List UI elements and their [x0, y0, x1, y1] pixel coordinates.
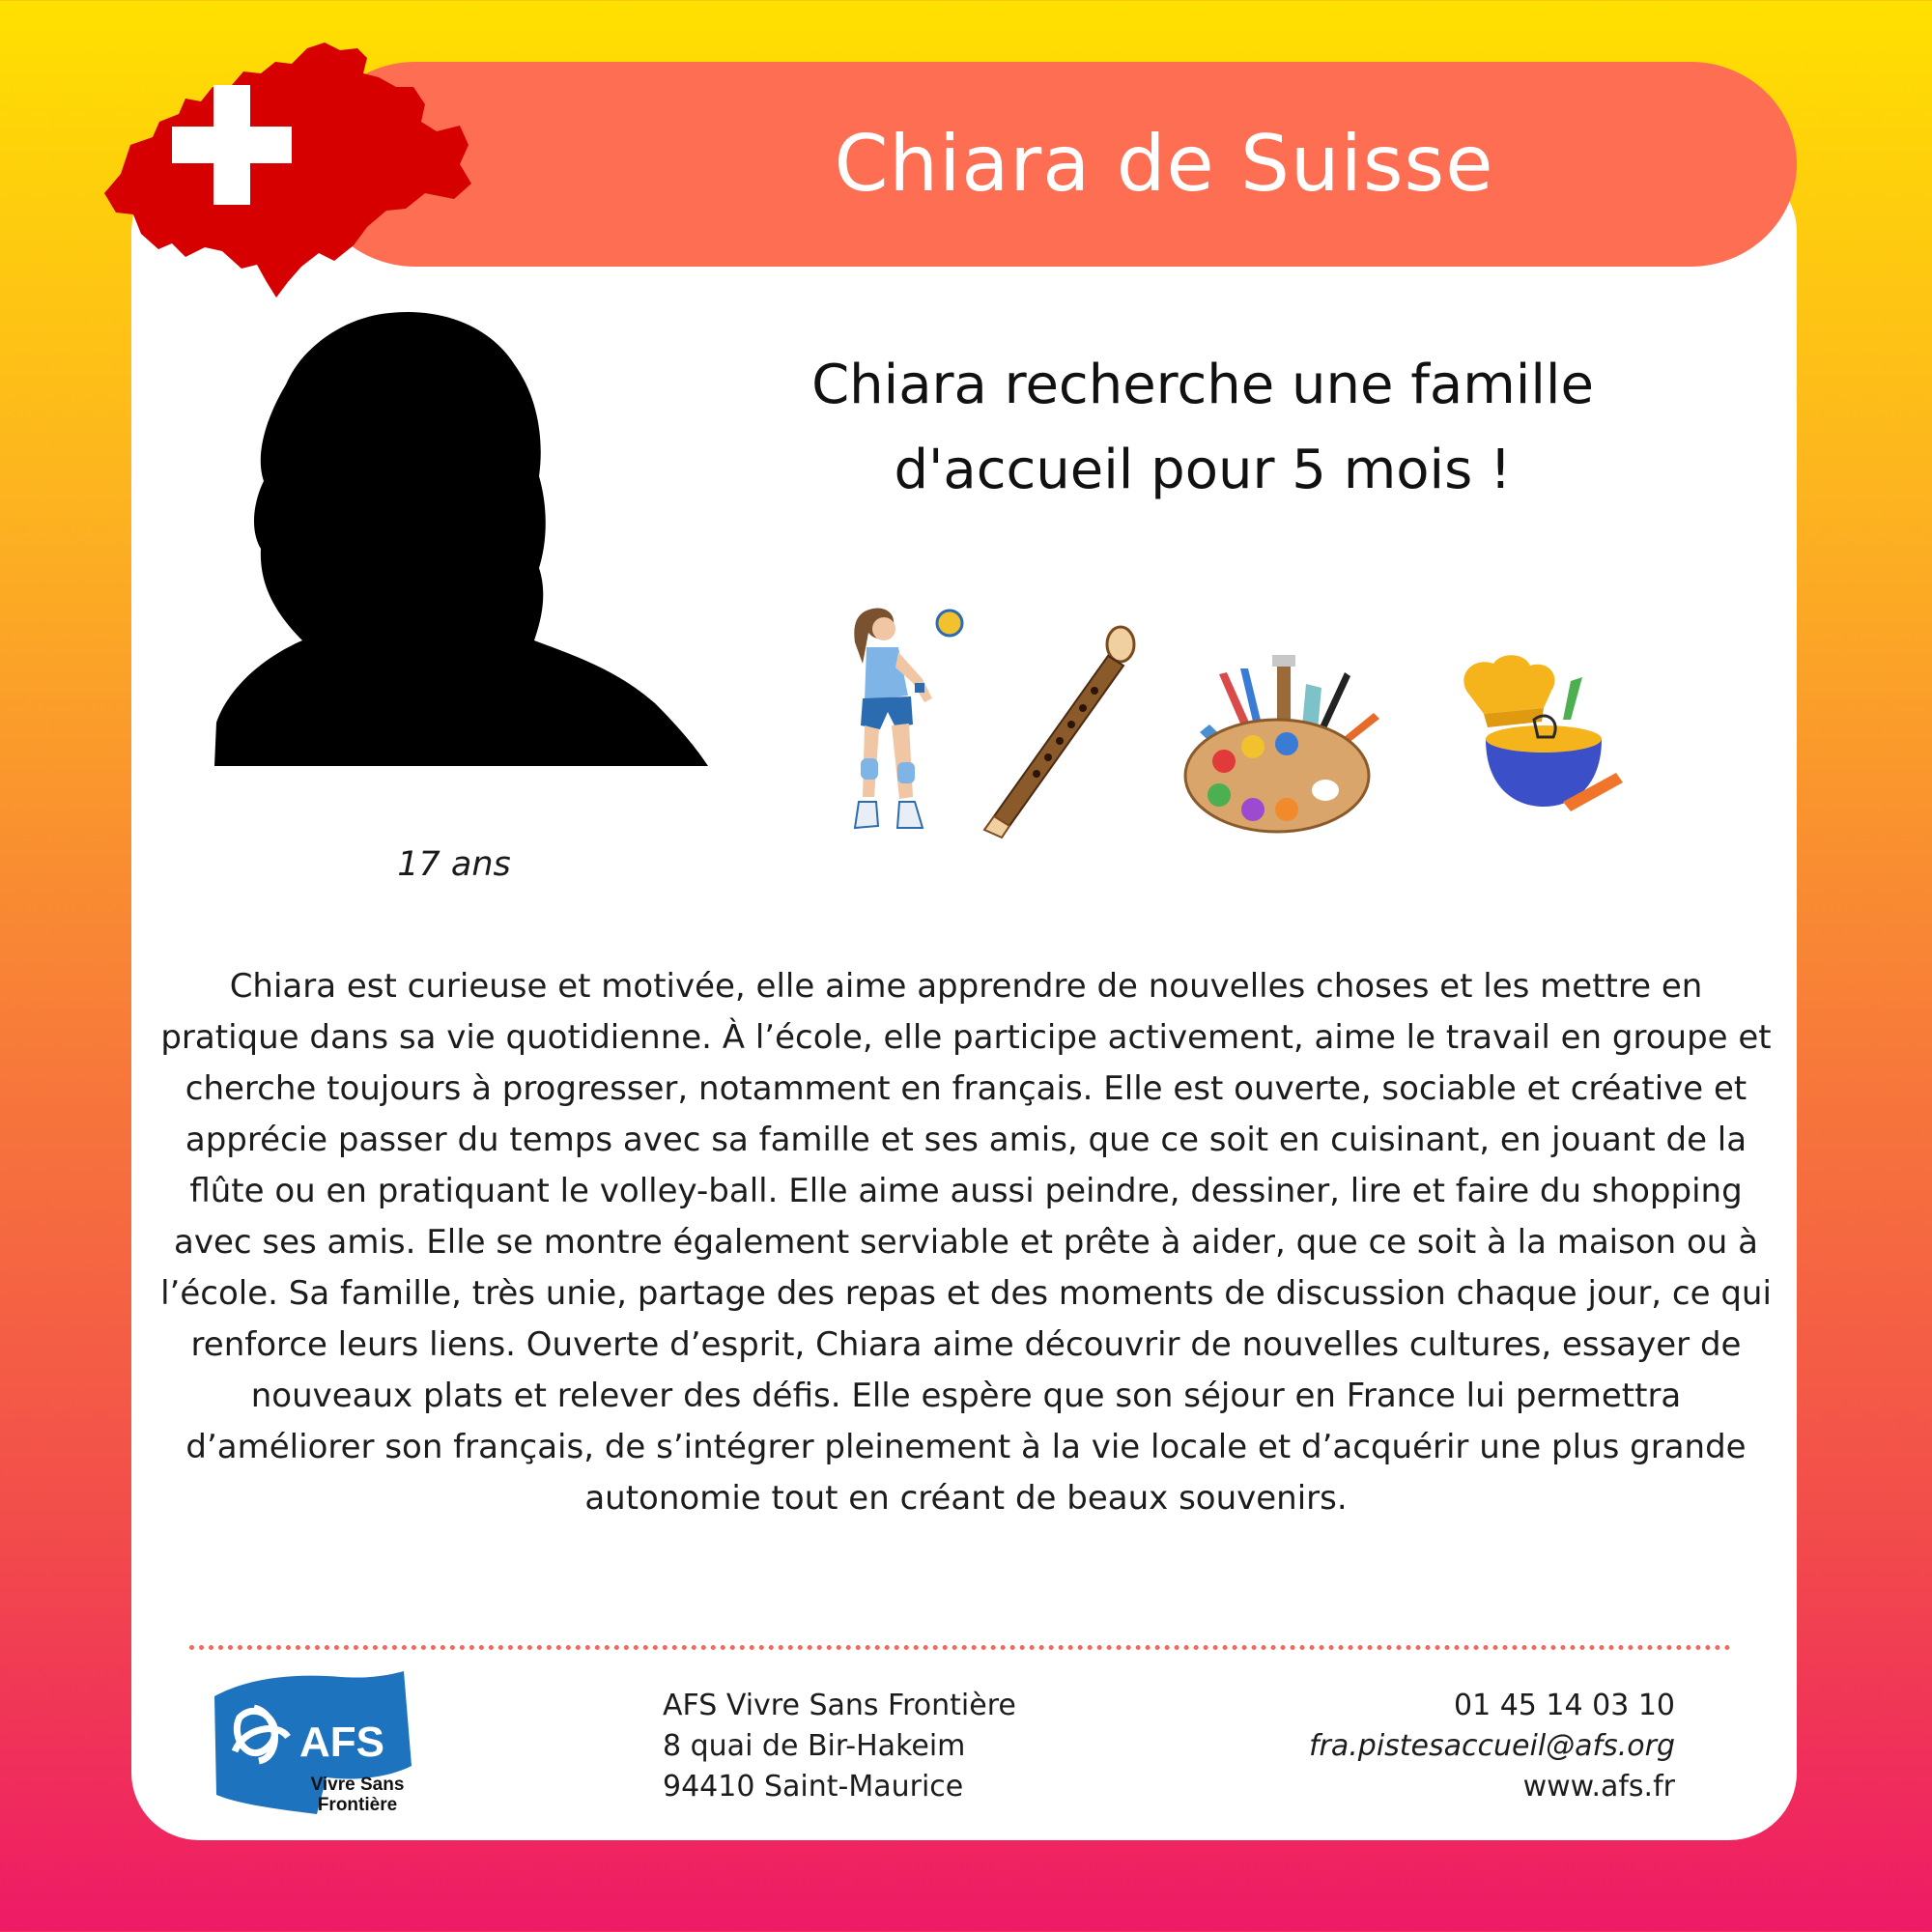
address-line-1: AFS Vivre Sans Frontière [663, 1689, 1016, 1722]
volleyball-icon [826, 604, 971, 840]
website-link[interactable]: www.afs.fr [1522, 1770, 1675, 1804]
headline: Chiara recherche une famille d'accueil pour 5 mois ! [811, 354, 1594, 501]
phone-number[interactable]: 01 45 14 03 10 [1453, 1689, 1675, 1722]
flute-icon [980, 623, 1145, 840]
page-title: Chiara de Suisse [834, 119, 1494, 209]
footer-address [663, 1686, 1016, 1807]
bio-text: Chiara est curieuse et motivée, elle aime apprendre de nouvelles choses et les mettre en pratique dans sa vie quotidienne. À l’école, elle participe activement, aime le travail en groupe et cherche toujours à progresser, notamment en français. Elle est ouverte, sociable et créative et apprécie passer du temps avec sa famille et ses amis, que ce soit en cuisinant, en jouant de la flûte ou en pratiquant le volley-ball. Elle aime aussi peindre, dessiner, lire et faire du shopping avec ses amis. Elle se montre également serviable et prête à aider, que ce soit à la maison ou à l’école. Sa famille, très unie, partage des repas et des moments de discussion chaque jour, ce qui renforce leurs liens. Ouverte d’esprit, Chiara aime découvrir de nouvelles cultures, essayer de nouveaux plats et relever des défis. Elle espère que son séjour en France lui permettra d’améliorer son français, de s’intégrer pleinement à la vie locale et d’acquérir une plus grande autonomie tout en créant de beaux souvenirs. [160, 967, 1772, 1518]
footer-divider [189, 1645, 1731, 1650]
footer-contact [1309, 1686, 1675, 1807]
painting-palette-icon [1180, 655, 1398, 838]
profile-silhouette [211, 307, 713, 771]
cooking-icon [1457, 652, 1626, 826]
swiss-flag-map-icon [77, 29, 493, 304]
address-line-3: 94410 Saint-Maurice [663, 1770, 964, 1804]
afs-logo-text: AFS [299, 1719, 384, 1766]
age-label: 17 ans [397, 845, 511, 884]
address-line-2: 8 quai de Bir-Hakeim [663, 1729, 966, 1763]
afs-logo-caption: Vivre Sans Frontière [310, 1775, 405, 1815]
email-link[interactable]: fra.pistesaccueil@afs.org [1308, 1729, 1675, 1763]
